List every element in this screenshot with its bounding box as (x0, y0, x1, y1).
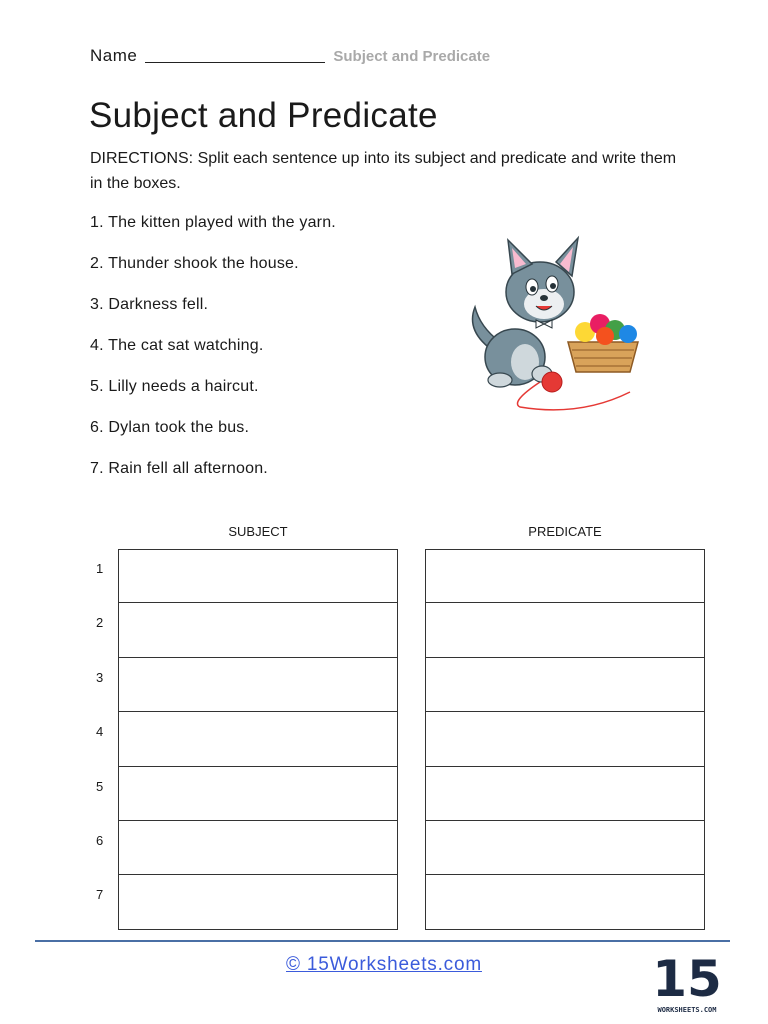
name-line[interactable] (145, 61, 325, 63)
row-number: 6 (96, 832, 104, 848)
predicate-answer-box[interactable] (425, 658, 705, 712)
footer-divider (35, 940, 730, 942)
table-row (84, 658, 705, 712)
predicate-column-header: PREDICATE (528, 524, 602, 539)
kitten-with-yarn-basket-icon (460, 232, 650, 422)
sentence-item: 6. Dylan took the bus. (90, 419, 250, 436)
sentence-item: 4. The cat sat watching. (90, 337, 264, 354)
sentence-item: 2. Thunder shook the house. (90, 255, 299, 272)
predicate-answer-box[interactable] (425, 767, 705, 821)
predicate-answer-box[interactable] (425, 712, 705, 766)
subject-answer-box[interactable] (118, 549, 398, 603)
subject-column-header: SUBJECT (228, 524, 288, 539)
sentence-item: 3. Darkness fell. (90, 296, 209, 313)
predicate-answer-box[interactable] (425, 603, 705, 657)
predicate-answer-box[interactable] (425, 549, 705, 603)
name-label: Name (90, 46, 138, 65)
row-number: 4 (96, 724, 104, 740)
sentence-item: 1. The kitten played with the yarn. (90, 214, 336, 231)
subject-answer-box[interactable] (118, 712, 398, 766)
logo-number: 15 (652, 950, 722, 1008)
predicate-answer-box[interactable] (425, 821, 705, 875)
predicate-answer-box[interactable] (425, 875, 705, 929)
sentence-item: 5. Lilly needs a haircut. (90, 378, 259, 395)
answer-table (84, 549, 705, 930)
page-title: Subject and Predicate (89, 96, 438, 135)
subject-answer-box[interactable] (118, 821, 398, 875)
row-number: 7 (96, 887, 104, 903)
sentence-list (90, 212, 336, 499)
subject-answer-box[interactable] (118, 603, 398, 657)
row-number: 3 (96, 669, 104, 685)
table-row (84, 603, 705, 657)
logo-text: WORKSHEETS.COM (657, 1006, 717, 1014)
row-number: 5 (96, 778, 104, 794)
row-number: 1 (96, 561, 104, 576)
table-row (84, 875, 705, 929)
subject-answer-box[interactable] (118, 875, 398, 929)
table-row (84, 549, 705, 603)
subject-answer-box[interactable] (118, 658, 398, 712)
subject-answer-box[interactable] (118, 767, 398, 821)
header-subtitle: Subject and Predicate (333, 48, 491, 65)
sentence-item: 7. Rain fell all afternoon. (90, 460, 268, 477)
table-row (84, 767, 705, 821)
footer-link[interactable]: © 15Worksheets.com (286, 954, 482, 975)
table-row (84, 821, 705, 875)
15worksheets-logo (640, 944, 735, 1019)
name-row (90, 46, 490, 66)
directions: DIRECTIONS: Split each sentence up into its subject and predicate and write them in the boxes. (90, 150, 677, 192)
row-number: 2 (96, 615, 104, 631)
table-row (84, 712, 705, 766)
